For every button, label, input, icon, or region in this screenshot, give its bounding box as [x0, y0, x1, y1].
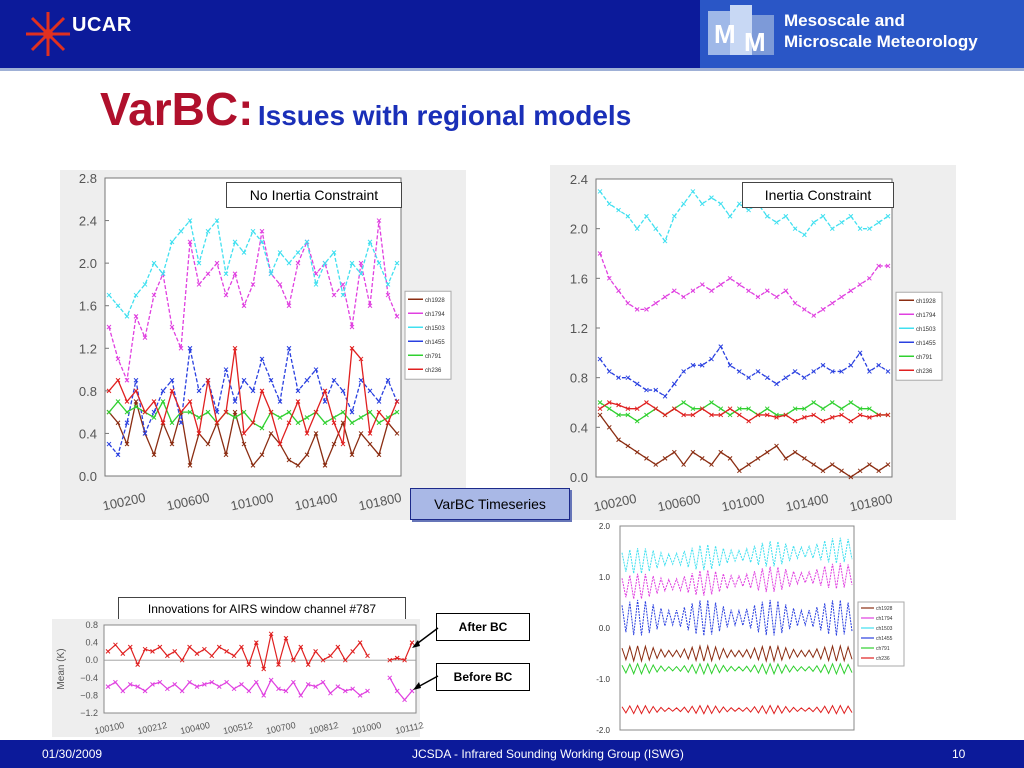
after-bc-callout: After BC — [436, 613, 530, 641]
varbc-timeseries-label: VarBC Timeseries — [410, 488, 570, 520]
division-line-2: Microscale Meteorology — [784, 32, 978, 51]
chart-no-inertia-svg — [60, 170, 466, 520]
x-tick-label: 100600 — [656, 490, 702, 515]
y-tick-label: 1.0 — [598, 573, 610, 582]
y-tick-label: 0.8 — [85, 620, 98, 630]
x-tick-label: 100200 — [101, 489, 147, 514]
legend-entry: ch791 — [876, 646, 890, 652]
before-bc-arrowhead — [413, 682, 421, 690]
label-inertia: Inertia Constraint — [742, 182, 894, 208]
svg-text:M: M — [744, 27, 766, 57]
footer-page-number: 10 — [952, 747, 966, 761]
legend-entry: ch1503 — [876, 626, 893, 632]
x-tick-label: 101000 — [350, 720, 383, 737]
y-tick-label: 2.4 — [569, 172, 588, 187]
y-tick-label: −0.4 — [80, 672, 98, 683]
chart-innovations — [52, 619, 425, 737]
y-tick-label: -2.0 — [596, 726, 610, 735]
x-tick-label: 101800 — [848, 490, 894, 515]
x-tick-label: 101000 — [229, 489, 275, 514]
y-tick-label: 0.0 — [598, 624, 610, 633]
legend-entry: ch1928 — [876, 606, 893, 612]
before-bc-callout: Before BC — [436, 663, 530, 691]
x-tick-label: 101400 — [293, 489, 339, 514]
plot-area — [596, 179, 892, 477]
y-tick-label: 2.4 — [78, 213, 97, 229]
title-sub: Issues with regional models — [257, 100, 632, 131]
mmm-logo-icon — [704, 1, 782, 67]
y-axis-label: Mean (K) — [56, 648, 67, 690]
y-tick-label: 0.0 — [569, 470, 588, 485]
division-line-1: Mesoscale and — [784, 11, 905, 30]
label-no-inertia: No Inertia Constraint — [226, 182, 402, 208]
after-bc-arrowhead — [412, 640, 420, 648]
legend-entry: ch1794 — [876, 616, 893, 622]
legend-box — [405, 291, 451, 379]
x-tick-label: 100812 — [307, 720, 340, 737]
plot-area — [105, 178, 401, 476]
chart-timeseries-svg — [584, 520, 910, 738]
callout-arrows — [404, 620, 444, 700]
x-tick-label: 100200 — [592, 490, 638, 515]
svg-text:M: M — [714, 19, 736, 49]
y-tick-label: 1.6 — [569, 271, 588, 287]
y-tick-label: 2.8 — [78, 171, 97, 186]
slide-title — [100, 82, 631, 136]
x-tick-label: 100600 — [165, 489, 211, 514]
x-tick-label: 100512 — [222, 720, 254, 737]
x-tick-label: 101400 — [784, 490, 830, 515]
x-tick-label: 100212 — [136, 720, 168, 737]
x-tick-label: 101800 — [357, 489, 403, 514]
y-tick-label: 0.0 — [85, 655, 98, 666]
y-tick-label: −1.2 — [80, 708, 98, 718]
plot-area — [104, 625, 416, 713]
legend-entry: ch236 — [876, 656, 890, 662]
division-name — [784, 10, 978, 52]
legend-entry: ch1928 — [916, 299, 936, 306]
x-tick-label: 101112 — [394, 720, 425, 736]
y-tick-label: 0.8 — [569, 370, 588, 386]
legend-entry: ch236 — [425, 368, 442, 375]
legend-entry: ch1794 — [916, 313, 936, 320]
footer-title: JCSDA - Infrared Sounding Working Group (ISWG) — [412, 747, 684, 761]
label-innovations: Innovations for AIRS window channel #787 — [118, 597, 406, 621]
y-tick-label: 0.4 — [78, 426, 97, 442]
legend-entry: ch1503 — [425, 326, 445, 333]
y-tick-label: −0.8 — [80, 690, 98, 701]
plot-area — [620, 526, 854, 730]
x-tick-label: 101000 — [720, 490, 766, 515]
x-tick-label: 100700 — [265, 720, 297, 737]
legend-entry: ch1928 — [425, 298, 445, 305]
legend-entry: ch1794 — [425, 312, 445, 319]
title-main: VarBC: — [100, 83, 254, 135]
chart-innovations-svg — [52, 619, 425, 737]
footer-bar — [0, 740, 1024, 768]
chart-timeseries — [584, 520, 910, 738]
legend-entry: ch1455 — [425, 340, 445, 347]
y-tick-label: 2.0 — [569, 221, 588, 237]
legend-entry: ch791 — [425, 354, 442, 361]
y-tick-label: 0.4 — [85, 637, 98, 648]
chart-inertia-svg — [550, 165, 956, 520]
y-tick-label: 1.2 — [569, 321, 588, 336]
legend-entry: ch1455 — [876, 636, 893, 642]
x-tick-label: 100100 — [93, 720, 126, 737]
y-tick-label: 0.8 — [78, 383, 97, 399]
y-tick-label: 1.2 — [78, 341, 97, 357]
y-tick-label: 2.0 — [78, 256, 97, 272]
ucar-logo-text: UCAR — [72, 14, 132, 36]
y-tick-label: 1.6 — [78, 298, 97, 314]
legend-entry: ch791 — [916, 355, 933, 362]
y-tick-label: 0.4 — [569, 420, 588, 436]
y-tick-label: -1.0 — [596, 675, 610, 684]
legend-entry: ch1455 — [916, 341, 936, 348]
y-tick-label: 2.0 — [598, 522, 610, 531]
legend-entry: ch1503 — [916, 327, 936, 334]
footer-date: 01/30/2009 — [42, 747, 103, 761]
chart-no-inertia — [60, 170, 466, 520]
x-tick-label: 100400 — [179, 720, 211, 737]
legend-box — [896, 292, 942, 380]
legend-entry: ch236 — [916, 369, 933, 376]
chart-inertia — [550, 165, 956, 520]
y-tick-label: 0.0 — [78, 469, 97, 484]
